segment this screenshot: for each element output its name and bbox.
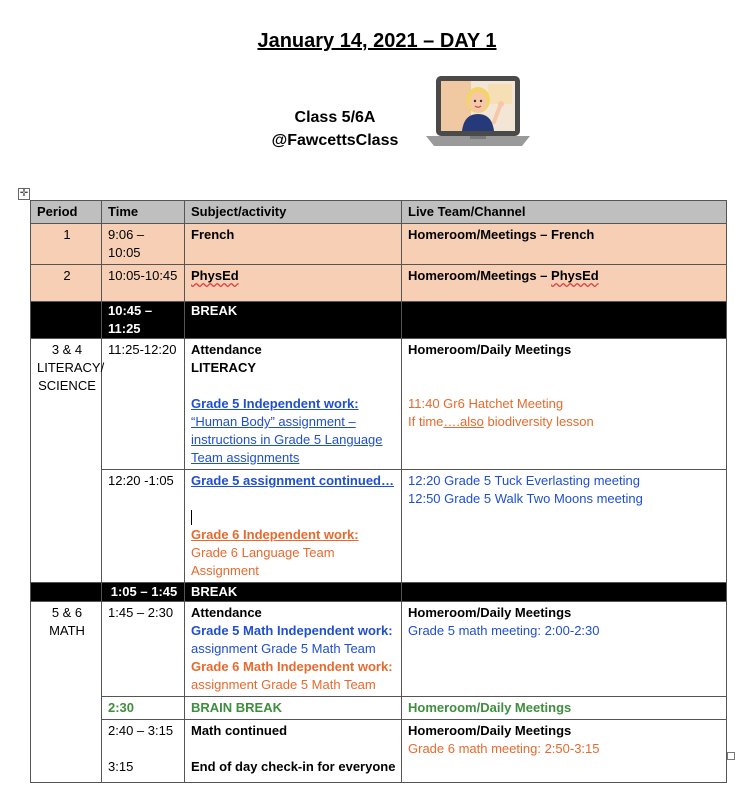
channel-name: Homeroom/Daily Meetings bbox=[408, 605, 572, 620]
channel-cell bbox=[402, 720, 727, 783]
channel-cell: Homeroom/Meetings – French bbox=[402, 224, 727, 265]
header-channel: Live Team/Channel bbox=[402, 201, 727, 224]
table-header-row bbox=[31, 201, 727, 224]
grade5-math-heading: Grade 5 Math Independent work: bbox=[191, 623, 393, 638]
table-row bbox=[31, 265, 727, 302]
time-text: 3:15 bbox=[108, 759, 134, 774]
subject-cell bbox=[185, 265, 402, 302]
subject-cell bbox=[185, 720, 402, 783]
meeting-text: 12:50 Grade 5 Walk Two Moons meeting bbox=[408, 491, 643, 506]
time-cell: 10:05-10:45 bbox=[102, 265, 185, 302]
grade6-work-text: Grade 6 Language Team bbox=[191, 545, 335, 560]
channel-cell bbox=[402, 602, 727, 697]
period-number: 5 & 6 bbox=[51, 605, 83, 620]
class-handle: @FawcettsClass bbox=[271, 132, 399, 149]
subject-text: End of day check-in for everyone bbox=[191, 759, 396, 774]
table-row bbox=[31, 720, 727, 783]
break-row bbox=[31, 302, 727, 339]
time-cell: 12:20 -1:05 bbox=[102, 470, 185, 583]
literacy-label: LITERACY bbox=[191, 360, 256, 375]
break-label: BREAK bbox=[185, 583, 402, 602]
channel-cell bbox=[402, 265, 727, 302]
meeting-text bbox=[408, 413, 722, 431]
attendance-label: Attendance bbox=[191, 605, 262, 620]
channel-text: Homeroom/Meetings – bbox=[408, 268, 552, 283]
break-blank bbox=[31, 302, 102, 339]
header-period: Period bbox=[31, 201, 102, 224]
break-blank bbox=[402, 302, 727, 339]
table-row bbox=[31, 697, 727, 720]
period-cell: 2 bbox=[31, 265, 102, 302]
table-row bbox=[31, 470, 727, 583]
period-cell: 1 bbox=[31, 224, 102, 265]
period-cell bbox=[31, 339, 105, 583]
time-text: 2:40 – 3:15 bbox=[108, 723, 174, 738]
grade5-work-link[interactable]: “Human Body” assignment – bbox=[191, 414, 356, 429]
time-cell: 1:45 – 2:30 bbox=[102, 602, 185, 697]
period-number: 3 & 4 bbox=[51, 342, 83, 357]
break-row bbox=[31, 583, 727, 602]
subject-cell bbox=[185, 602, 402, 697]
grade5-work-link[interactable]: Team assignments bbox=[191, 450, 300, 465]
subject-cell bbox=[185, 470, 402, 583]
text-cursor bbox=[191, 510, 192, 525]
meeting-text-part: biodiversity lesson bbox=[483, 414, 594, 429]
grade5-work-link[interactable]: Grade 5 Independent work: bbox=[191, 396, 359, 411]
meeting-text: 11:40 Gr6 Hatchet Meeting bbox=[408, 396, 564, 411]
time-cell: 9:06 – 10:05 bbox=[102, 224, 185, 265]
header-time: Time bbox=[102, 201, 185, 224]
table-row bbox=[31, 224, 727, 265]
grade5-work-link[interactable]: instructions in Grade 5 Language bbox=[191, 432, 383, 447]
table-resize-handle[interactable] bbox=[727, 752, 735, 760]
grade6-work-text: Assignment bbox=[191, 563, 259, 578]
class-name: Class 5/6A bbox=[294, 109, 376, 126]
break-time: 1:05 – 1:45 bbox=[102, 583, 185, 602]
period-subject: SCIENCE bbox=[38, 378, 96, 393]
table-move-handle-icon[interactable]: ✛ bbox=[19, 188, 29, 199]
grade6-work-link[interactable]: Grade 6 Independent work: bbox=[191, 527, 359, 542]
meeting-text: Grade 6 math meeting: 2:50-3:15 bbox=[408, 741, 600, 756]
spellcheck-word: PhysEd bbox=[551, 268, 599, 283]
channel-name: Homeroom/Daily Meetings bbox=[408, 342, 572, 357]
time-cell: 2:30 bbox=[102, 697, 185, 720]
schedule-table bbox=[30, 200, 727, 783]
break-blank bbox=[31, 583, 102, 602]
meeting-text-part: If time bbox=[408, 414, 444, 429]
break-time: 10:45 – 11:25 bbox=[102, 302, 185, 339]
meeting-text: 12:20 Grade 5 Tuck Everlasting meeting bbox=[408, 473, 640, 488]
subject-cell: BRAIN BREAK bbox=[185, 697, 402, 720]
channel-cell bbox=[402, 470, 727, 583]
period-subject: LITERACY/ bbox=[37, 360, 105, 375]
header-subject: Subject/activity bbox=[185, 201, 402, 224]
spellcheck-word: PhysEd bbox=[191, 268, 239, 283]
table-row bbox=[31, 339, 727, 470]
subject-cell bbox=[185, 339, 402, 470]
time-cell: 11:25-12:20 bbox=[102, 339, 185, 470]
subject-cell: French bbox=[185, 224, 402, 265]
meeting-text-part: ….also bbox=[443, 414, 484, 429]
grade5-continued-link[interactable]: Grade 5 assignment continued… bbox=[191, 473, 394, 488]
subject-text: Math continued bbox=[191, 723, 288, 738]
break-blank bbox=[402, 583, 727, 602]
time-cell bbox=[102, 720, 185, 783]
channel-cell: Homeroom/Daily Meetings bbox=[402, 697, 727, 720]
grade5-math-text: assignment Grade 5 Math Team bbox=[191, 641, 376, 656]
channel-cell bbox=[402, 339, 727, 470]
break-label: BREAK bbox=[185, 302, 402, 339]
document-title: January 14, 2021 – DAY 1 bbox=[257, 30, 497, 52]
teacher-bitmoji-laptop-icon bbox=[426, 70, 530, 166]
period-cell bbox=[31, 602, 102, 783]
attendance-label: Attendance bbox=[191, 342, 262, 357]
grade6-math-text: assignment Grade 5 Math Team bbox=[191, 677, 376, 692]
meeting-text: Grade 5 math meeting: 2:00-2:30 bbox=[408, 623, 600, 638]
grade6-math-heading: Grade 6 Math Independent work: bbox=[191, 659, 393, 674]
table-row bbox=[31, 602, 727, 697]
period-subject: MATH bbox=[49, 623, 85, 638]
channel-name: Homeroom/Daily Meetings bbox=[408, 723, 572, 738]
class-info bbox=[250, 106, 420, 152]
